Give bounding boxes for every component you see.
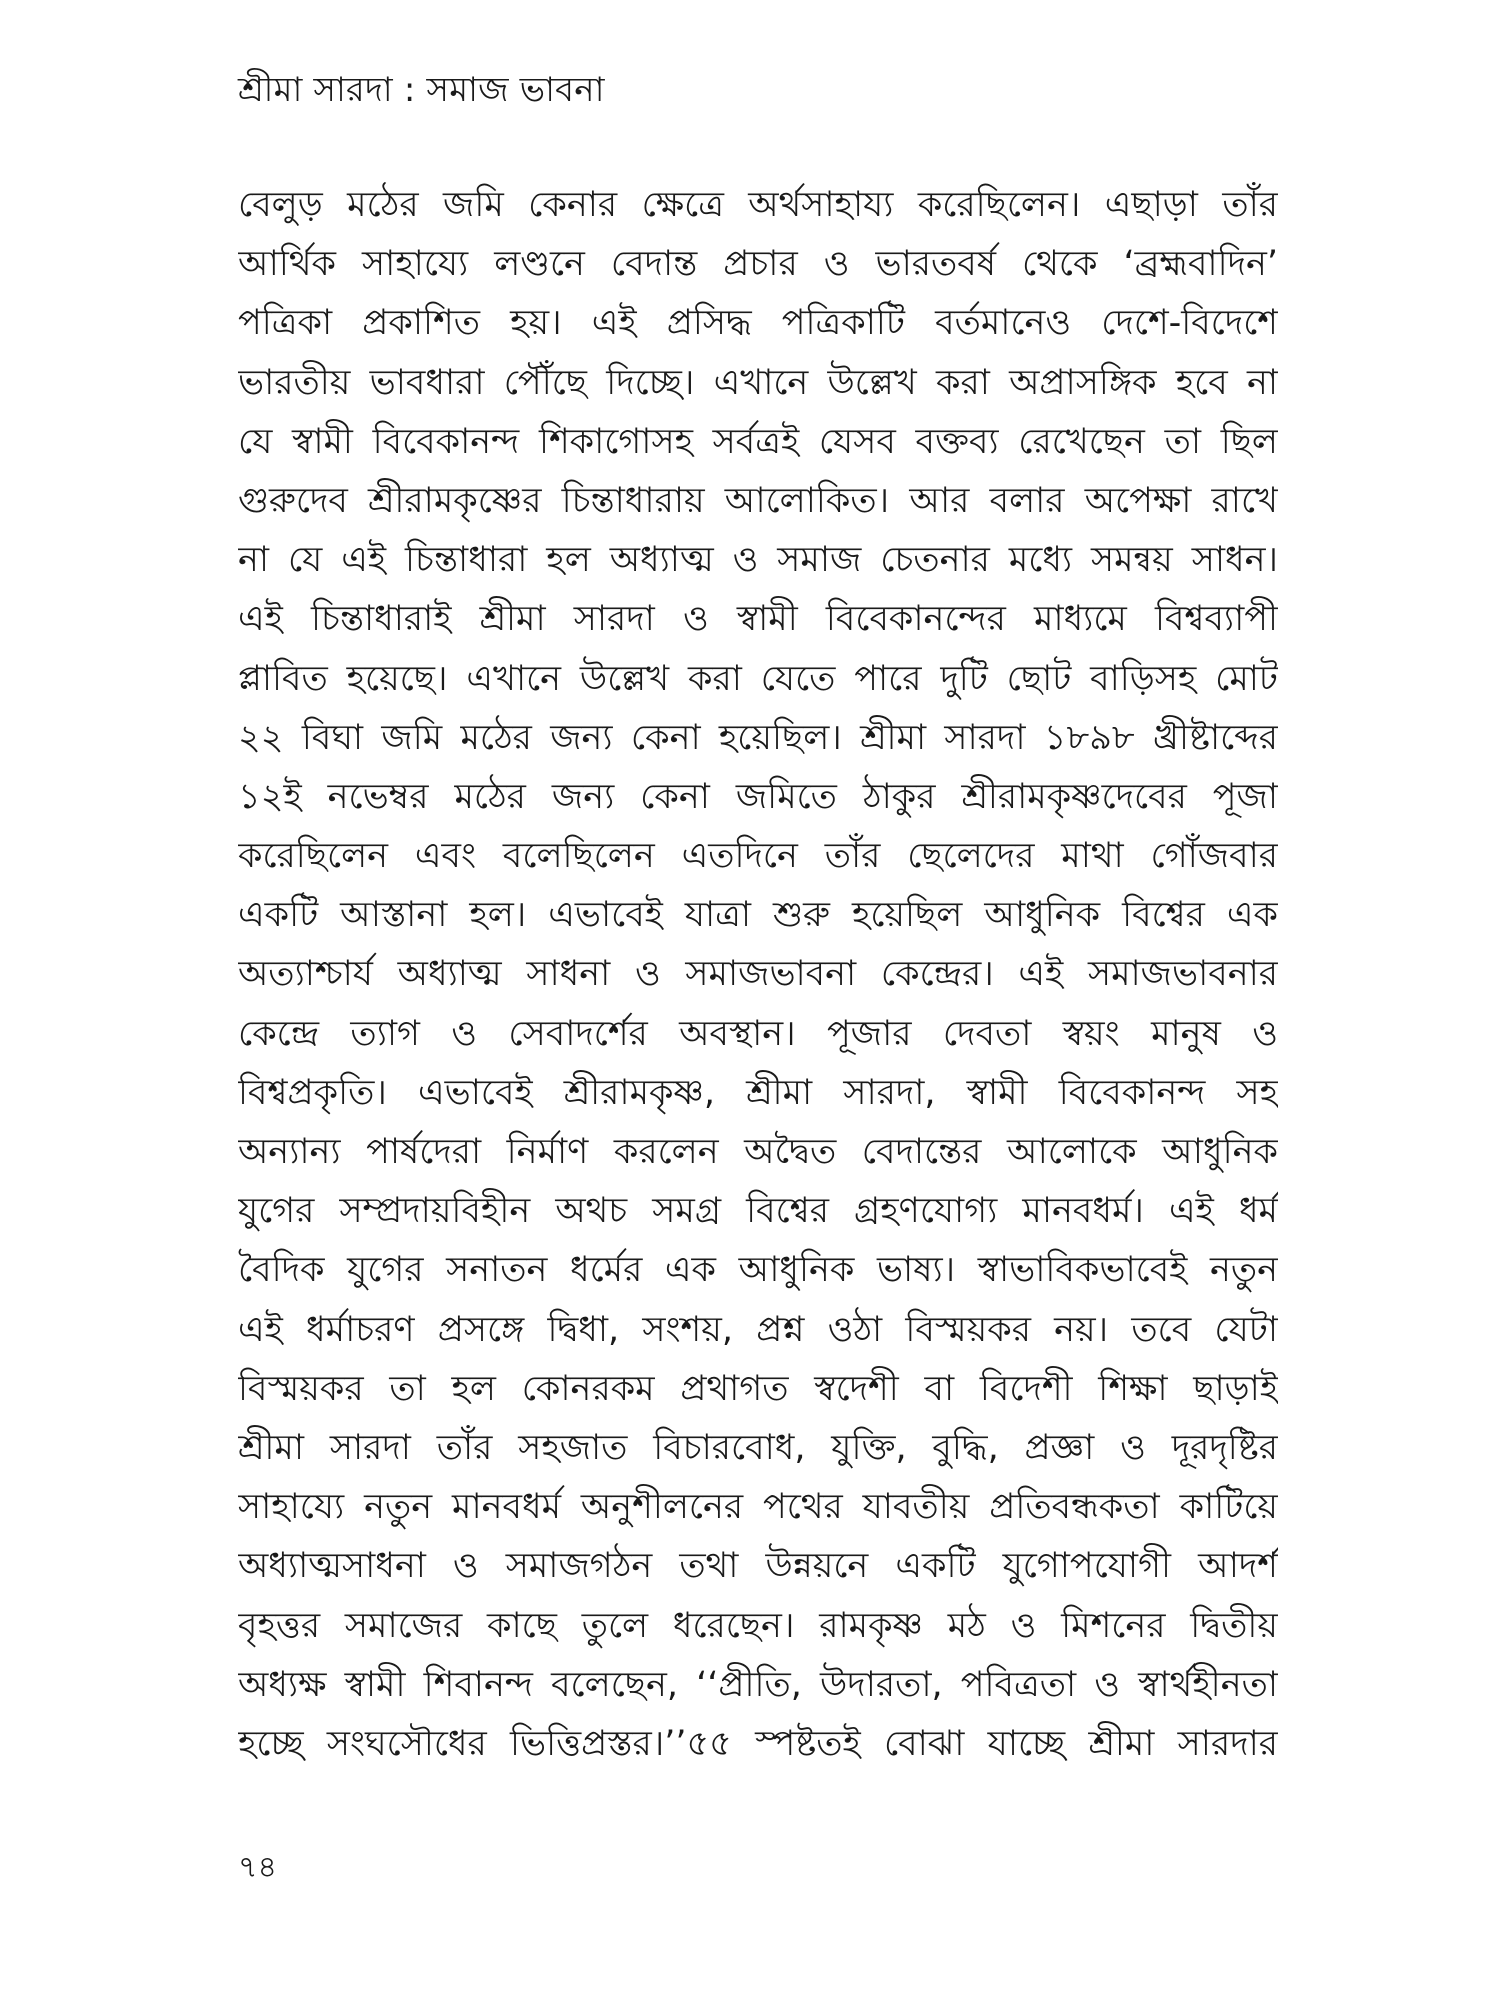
text-line: যুগের সম্প্রদায়বিহীন অথচ সমগ্র বিশ্বের গ্রহণযোগ্য মানবধর্ম। এই ধর্ম [238,1191,1278,1232]
text-line: কেন্দ্রে ত্যাগ ও সেবাদর্শের অবস্থান। পূজার দেবতা স্বয়ং মানুষ ও [238,1013,1278,1054]
text-line: এই চিন্তাধারাই শ্রীমা সারদা ও স্বামী বিবেকানন্দের মাধ্যমে বিশ্বব্যাপী [238,599,1278,640]
text-line: সাহায্যে নতুন মানবধর্ম অনুশীলনের পথের যাবতীয় প্রতিবন্ধকতা কাটিয়ে [238,1487,1278,1528]
text-line: পত্রিকা প্রকাশিত হয়। এই প্রসিদ্ধ পত্রিকাটি বর্তমানেও দেশে-বিদেশে [238,303,1278,344]
text-line: ২২ বিঘা জমি মঠের জন্য কেনা হয়েছিল। শ্রীমা সারদা ১৮৯৮ খ্রীষ্টাব্দের [238,717,1278,758]
text-line: শ্রীমা সারদা তাঁর সহজাত বিচারবোধ, যুক্তি, বুদ্ধি, প্রজ্ঞা ও দূরদৃষ্টির [238,1427,1278,1468]
text-line: বৈদিক যুগের সনাতন ধর্মের এক আধুনিক ভাষ্য। স্বাভাবিকভাবেই নতুন [238,1250,1278,1291]
text-line: বৃহত্তর সমাজের কাছে তুলে ধরেছেন। রামকৃষ্ণ মঠ ও মিশনের দ্বিতীয় [238,1605,1278,1646]
text-line: যে স্বামী বিবেকানন্দ শিকাগোসহ সর্বত্রই যেসব বক্তব্য রেখেছেন তা ছিল [238,421,1278,462]
text-line: আর্থিক সাহায্যে লণ্ডনে বেদান্ত প্রচার ও ভারতবর্ষ থেকে ‘ব্রহ্মবাদিন’ [238,244,1278,285]
text-line: গুরুদেব শ্রীরামকৃষ্ণের চিন্তাধারায় আলোকিত। আর বলার অপেক্ষা রাখে [238,480,1278,521]
text-line: ভারতীয় ভাবধারা পৌঁছে দিচ্ছে। এখানে উল্লেখ করা অপ্রাসঙ্গিক হবে না [238,362,1278,403]
text-line: বিস্ময়কর তা হল কোনরকম প্রথাগত স্বদেশী বা বিদেশী শিক্ষা ছাড়াই [238,1368,1278,1409]
text-line: বেলুড় মঠের জমি কেনার ক্ষেত্রে অর্থসাহায্য করেছিলেন। এছাড়া তাঁর [238,185,1278,225]
text-line: অন্যান্য পার্ষদেরা নির্মাণ করলেন অদ্বৈত বেদান্তের আলোকে আধুনিক [238,1132,1278,1172]
text-line: অত্যাশ্চার্য অধ্যাত্ম সাধনা ও সমাজভাবনা কেন্দ্রের। এই সমাজভাবনার [238,954,1278,995]
text-line: করেছিলেন এবং বলেছিলেন এতদিনে তাঁর ছেলেদের মাথা গোঁজবার [238,836,1278,877]
text-line: অধ্যাত্মসাধনা ও সমাজগঠন তথা উন্নয়নে একটি যুগোপযোগী আদর্শ [238,1546,1278,1587]
text-line: হচ্ছে সংঘসৌধের ভিত্তিপ্রস্তর।’’৫৫ স্পষ্টতই বোঝা যাচ্ছে শ্রীমা সারদার [238,1723,1278,1764]
text-line: প্লাবিত হয়েছে। এখানে উল্লেখ করা যেতে পারে দুটি ছোট বাড়িসহ মোট [238,658,1278,699]
text-line: না যে এই চিন্তাধারা হল অধ্যাত্ম ও সমাজ চেতনার মধ্যে সমন্বয় সাধন। [238,540,1278,581]
text-line: এই ধর্মাচরণ প্রসঙ্গে দ্বিধা, সংশয়, প্রশ্ন ওঠা বিস্ময়কর নয়। তবে যেটা [238,1309,1278,1350]
text-line: একটি আস্তানা হল। এভাবেই যাত্রা শুরু হয়েছিল আধুনিক বিশ্বের এক [238,895,1278,936]
body-paragraph [238,176,1278,1774]
text-line: ১২ই নভেম্বর মঠের জন্য কেনা জমিতে ঠাকুর শ্রীরামকৃষ্ণদেবের পূজা [238,776,1278,817]
text-line: বিশ্বপ্রকৃতি। এভাবেই শ্রীরামকৃষ্ণ, শ্রীমা সারদা, স্বামী বিবেকানন্দ সহ [238,1072,1278,1113]
text-line: অধ্যক্ষ স্বামী শিবানন্দ বলেছেন, ‘‘প্রীতি, উদারতা, পবিত্রতা ও স্বার্থহীনতা [238,1664,1278,1705]
page-number: ৭৪ [238,1850,277,1885]
running-header: শ্রীমা সারদা : সমাজ ভাবনা [238,70,605,110]
